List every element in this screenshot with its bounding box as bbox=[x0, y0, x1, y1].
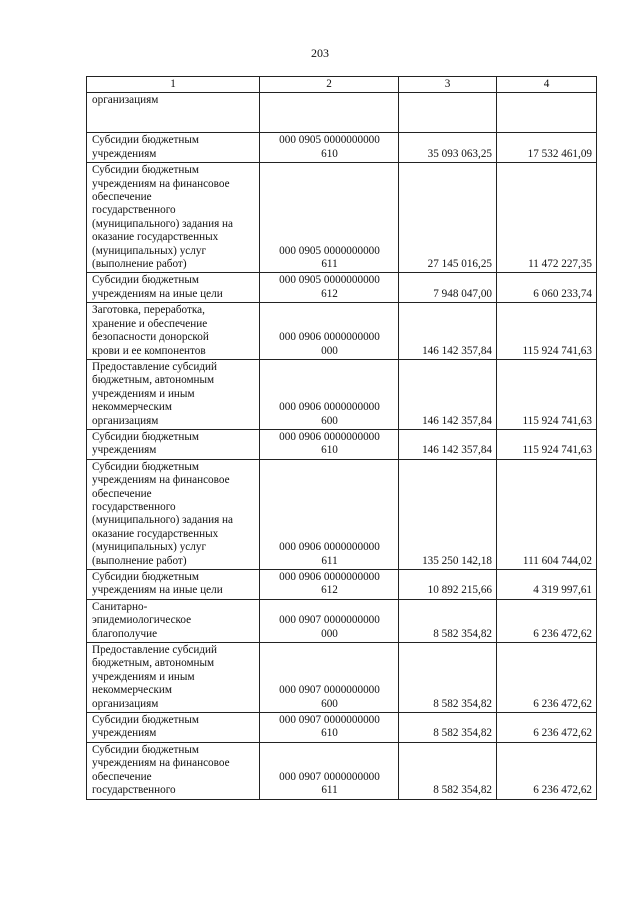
row-code: 000 0905 0000000000 612 bbox=[260, 273, 399, 303]
row-value-3: 8 582 354,82 bbox=[399, 643, 497, 713]
table-row bbox=[87, 599, 597, 642]
row-name: Предоставление субсидий бюджетным, автономным учреждениям и иным некоммерческим организациям bbox=[87, 643, 260, 713]
row-name: Субсидии бюджетным учреждениям на иные цели bbox=[87, 570, 260, 600]
row-value-3: 8 582 354,82 bbox=[399, 599, 497, 642]
row-value-4: 6 236 472,62 bbox=[497, 599, 597, 642]
row-code: 000 0906 0000000000 000 bbox=[260, 303, 399, 360]
row-code: 000 0906 0000000000 600 bbox=[260, 359, 399, 429]
column-header-4: 4 bbox=[497, 77, 597, 93]
row-value-3: 27 145 016,25 bbox=[399, 163, 497, 273]
table-row bbox=[87, 570, 597, 600]
table-row bbox=[87, 273, 597, 303]
budget-table bbox=[86, 76, 597, 800]
row-value-4: 6 060 233,74 bbox=[497, 273, 597, 303]
row-name: Субсидии бюджетным учреждениям на иные цели bbox=[87, 273, 260, 303]
page-number: 203 bbox=[311, 46, 329, 60]
row-value-4: 115 924 741,63 bbox=[497, 429, 597, 459]
row-name: Субсидии бюджетным учреждениям bbox=[87, 133, 260, 163]
row-name: Субсидии бюджетным учреждениям на финансовое обеспечение государственного bbox=[87, 742, 260, 799]
row-name: Субсидии бюджетным учреждениям bbox=[87, 713, 260, 743]
row-value-4: 11 472 227,35 bbox=[497, 163, 597, 273]
row-name: Субсидии бюджетным учреждениям на финансовое обеспечение государственного (муниципального) задания на оказание государственных (муниципальных) услуг (выполнение работ) bbox=[87, 459, 260, 569]
row-name: Субсидии бюджетным учреждениям на финансовое обеспечение государственного (муниципального) задания на оказание государственных (муниципальных) услуг (выполнение работ) bbox=[87, 163, 260, 273]
row-value-3: 7 948 047,00 bbox=[399, 273, 497, 303]
header-row bbox=[87, 77, 597, 93]
row-value-3: 8 582 354,82 bbox=[399, 742, 497, 799]
row-name: Предоставление субсидий бюджетным, автономным учреждениям и иным некоммерческим организациям bbox=[87, 359, 260, 429]
table-row bbox=[87, 713, 597, 743]
row-value-3: 146 142 357,84 bbox=[399, 359, 497, 429]
row-name: организациям bbox=[87, 93, 260, 133]
row-value-3: 146 142 357,84 bbox=[399, 429, 497, 459]
row-value-3: 10 892 215,66 bbox=[399, 570, 497, 600]
row-code: 000 0907 0000000000 611 bbox=[260, 742, 399, 799]
row-code: 000 0906 0000000000 610 bbox=[260, 429, 399, 459]
row-value-3: 146 142 357,84 bbox=[399, 303, 497, 360]
row-code: 000 0905 0000000000 611 bbox=[260, 163, 399, 273]
row-value-3: 35 093 063,25 bbox=[399, 133, 497, 163]
row-value-4: 111 604 744,02 bbox=[497, 459, 597, 569]
row-name: Заготовка, переработка, хранение и обеспечение безопасности донорской крови и ее компонентов bbox=[87, 303, 260, 360]
table-row bbox=[87, 459, 597, 569]
row-value-3 bbox=[399, 93, 497, 133]
table-row bbox=[87, 133, 597, 163]
row-value-3: 135 250 142,18 bbox=[399, 459, 497, 569]
row-value-4 bbox=[497, 93, 597, 133]
row-name: Субсидии бюджетным учреждениям bbox=[87, 429, 260, 459]
row-value-4: 6 236 472,62 bbox=[497, 643, 597, 713]
row-value-4: 4 319 997,61 bbox=[497, 570, 597, 600]
row-value-3: 8 582 354,82 bbox=[399, 713, 497, 743]
row-value-4: 115 924 741,63 bbox=[497, 303, 597, 360]
column-header-3: 3 bbox=[399, 77, 497, 93]
row-value-4: 17 532 461,09 bbox=[497, 133, 597, 163]
row-code bbox=[260, 93, 399, 133]
row-value-4: 6 236 472,62 bbox=[497, 742, 597, 799]
row-code: 000 0906 0000000000 611 bbox=[260, 459, 399, 569]
row-code: 000 0905 0000000000 610 bbox=[260, 133, 399, 163]
table-row bbox=[87, 359, 597, 429]
table-row bbox=[87, 742, 597, 799]
table-row bbox=[87, 643, 597, 713]
table-row bbox=[87, 93, 597, 133]
table-row bbox=[87, 303, 597, 360]
row-code: 000 0907 0000000000 610 bbox=[260, 713, 399, 743]
column-header-2: 2 bbox=[260, 77, 399, 93]
table-row bbox=[87, 163, 597, 273]
column-header-1: 1 bbox=[87, 77, 260, 93]
row-value-4: 115 924 741,63 bbox=[497, 359, 597, 429]
row-name: Санитарно- эпидемиологическое благополучие bbox=[87, 599, 260, 642]
row-code: 000 0907 0000000000 600 bbox=[260, 643, 399, 713]
row-value-4: 6 236 472,62 bbox=[497, 713, 597, 743]
row-code: 000 0906 0000000000 612 bbox=[260, 570, 399, 600]
table-row bbox=[87, 429, 597, 459]
row-code: 000 0907 0000000000 000 bbox=[260, 599, 399, 642]
